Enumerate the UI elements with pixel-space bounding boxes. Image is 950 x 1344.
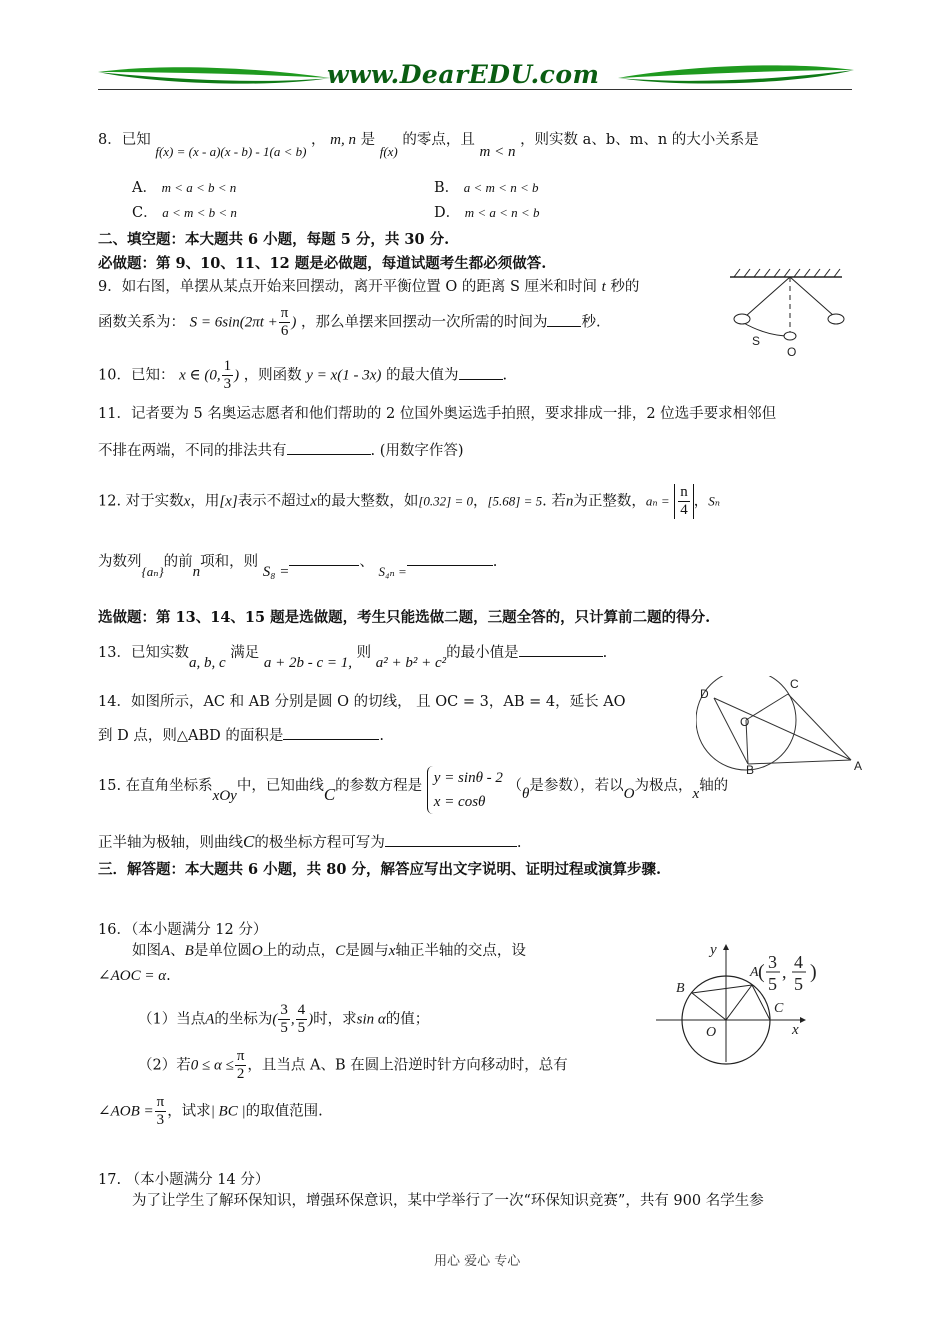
q12-end: . <box>492 554 498 570</box>
q15-x: x <box>692 786 700 802</box>
q17-line1: 为了让学生了解环保知识，增强环保意识，某中学举行了一次“环保知识竞赛”，共有 900 名学生参 <box>132 1193 764 1209</box>
q8-is: 是 <box>360 132 376 148</box>
frac-den: 5 <box>280 1020 288 1036</box>
q12-example: [0.32] = 0 <box>418 493 473 509</box>
q9-text4: 秒. <box>581 314 601 331</box>
q16-frac-y <box>296 1002 308 1037</box>
q15-system: xOy <box>212 788 237 804</box>
q15-text: 是参数），若以 <box>529 778 624 794</box>
q16-text: 时，求 <box>313 1011 357 1028</box>
q12-text: ， <box>693 493 709 510</box>
frac-num: π <box>236 1048 245 1064</box>
q10-end: . <box>502 367 508 384</box>
q16-text: 是圆与 <box>345 943 389 959</box>
q10-text: 10．已知： <box>98 367 175 384</box>
q12-sequence: {aₙ} <box>141 564 164 579</box>
q15-line2 <box>98 831 521 852</box>
answer-blank <box>287 440 371 455</box>
label-d: D <box>700 687 709 701</box>
option-label: C． <box>132 205 158 221</box>
q12-floor-bracket <box>674 484 694 519</box>
q16-part2-cont <box>98 1094 323 1129</box>
coord-y-den: 5 <box>794 974 803 994</box>
q16-point-b: B <box>184 943 194 959</box>
answer-blank <box>519 642 603 657</box>
q16-origin: O <box>251 943 263 959</box>
q10-function: y = x(1 - 3x) <box>306 367 382 384</box>
page-footer: 用心 爱心 专心 <box>434 1254 521 1269</box>
frac-num: π <box>156 1094 165 1110</box>
coord-x-num: 3 <box>768 952 777 972</box>
q16-text: 、 <box>170 943 185 959</box>
q16-frac-x <box>278 1002 290 1037</box>
frac-num: 3 <box>280 1002 288 1018</box>
q9-formula: S = 6sin(2πt + <box>189 314 278 331</box>
comma: , <box>290 1011 295 1028</box>
frac-den: 3 <box>156 1112 165 1128</box>
pendulum-figure <box>720 266 850 361</box>
paren: ( <box>272 1011 278 1028</box>
q8-function: f(x) = (x - a)(x - b) - 1(a < b) <box>155 144 307 159</box>
q13-text: 满足 <box>230 645 260 661</box>
q16-range: 0 ≤ α ≤ <box>190 1057 234 1074</box>
q15-text: 15. 在直角坐标系 <box>98 778 213 794</box>
frac-den: 3 <box>223 376 232 392</box>
q15-line1 <box>98 770 729 822</box>
label-a: A <box>854 759 863 773</box>
frac-den: 2 <box>236 1066 245 1082</box>
q16-angle: ∠AOC = α <box>98 968 167 984</box>
tangent-circle-figure <box>696 676 868 776</box>
paren: ) <box>308 1011 314 1028</box>
option-text: a < m < n < b <box>463 180 539 195</box>
q15-text: 为极点， <box>634 778 693 794</box>
q12-text: 的前 <box>163 554 193 570</box>
q13-text: 13．已知实数 <box>98 645 189 661</box>
q12-an: aₙ = <box>645 493 670 509</box>
q12-x: x <box>183 493 191 510</box>
q16-line1 <box>132 939 526 960</box>
q11-line2 <box>98 439 464 460</box>
q13-text: 则 <box>356 645 372 661</box>
q15-pole: O <box>623 786 635 802</box>
q8-tail: ，则实数 a、b、m、n 的大小关系是 <box>520 132 759 148</box>
coord-x-den: 5 <box>768 974 777 994</box>
q16-text: 如图 <box>132 943 161 959</box>
q10-domain: x ∈ (0, <box>179 367 221 384</box>
q15-end: . <box>516 835 522 851</box>
option-text: m < a < b < n <box>161 180 237 195</box>
q12-n: n <box>565 493 574 510</box>
frac-num: n <box>680 484 688 500</box>
q8-mid: 的零点，且 <box>402 132 475 148</box>
option-text: m < a < n < b <box>464 205 540 220</box>
q12-text: ， <box>473 493 488 510</box>
q12-fraction <box>678 484 690 519</box>
q11-text2: . (用数字作答) <box>370 443 464 459</box>
q16-aob: ∠AOB = <box>98 1103 154 1120</box>
q12-text: . 若 <box>542 493 566 510</box>
q11-line1: 11．记者要为 5 名奥运志愿者和他们帮助的 2 位国外奥运选手拍照，要求排成一排，2 位选手要求相邻但 <box>98 406 777 422</box>
q8-option-d <box>434 201 539 222</box>
q8-condition: m < n <box>479 144 516 160</box>
q12-text: 12. 对于实数 <box>98 493 184 510</box>
label-b: B <box>746 763 755 776</box>
coord-paren-close: ) <box>810 961 817 983</box>
q17-heading: 17. （本小题满分 14 分） <box>98 1172 270 1188</box>
q11-text: 不排在两端，不同的排法共有 <box>98 443 287 459</box>
coord-paren-open: ( <box>758 961 765 983</box>
frac-den: 6 <box>280 323 289 339</box>
pendulum-label-s: S <box>752 334 761 348</box>
q15-text: 的极坐标方程可写为 <box>254 835 385 851</box>
q13-vars: a, b, c <box>188 655 226 671</box>
q15-theta: θ <box>522 786 530 802</box>
q12-line1 <box>98 484 720 519</box>
q16-text: 的值； <box>385 1011 430 1028</box>
q13-end: . <box>602 645 608 661</box>
q9-text: 9．如右图，单摆从某点开始来回摆动，离开平衡位置 O 的距离 S 厘米和时间 <box>98 279 597 295</box>
q12-text: 的最大整数，如 <box>316 493 419 510</box>
q8-fx: f(x) <box>379 144 398 159</box>
header-rule <box>98 89 852 90</box>
q13-expression: a² + b² + c² <box>375 655 447 671</box>
q12-text: 为数列 <box>98 554 142 570</box>
header-logo-text: www.DearEDU.com <box>327 60 600 89</box>
q8-number: 8．已知 <box>98 132 151 148</box>
q9-line2 <box>98 305 601 340</box>
q8-option-c <box>132 201 237 222</box>
q16-text: 的取值范围. <box>245 1103 323 1120</box>
q15-parametric-system <box>427 766 503 814</box>
q16-text: 轴正半轴的交点，设 <box>395 943 526 959</box>
section2-title: 二、填空题：本大题共 6 小题，每题 5 分，共 30 分. <box>98 231 450 248</box>
q16-point-a: A <box>161 943 171 959</box>
section2-required-note: 必做题：第 9、10、11、12 题是必做题，每道试题考生都必须做答. <box>98 255 547 272</box>
q12-text: 、 <box>359 554 374 570</box>
q13-equation: a + 2b - c = 1, <box>263 655 352 671</box>
q15-eq-y: y = sinθ - 2 <box>433 770 503 786</box>
frac-den: 4 <box>680 502 688 518</box>
q9-text3: ，那么单摆来回摆动一次所需的时间为 <box>300 314 548 331</box>
frac-den: 5 <box>297 1020 306 1036</box>
q12-text: 项和，则 <box>200 554 259 570</box>
q12-bracket: [x] <box>219 493 238 510</box>
q16-text: 上的动点， <box>262 943 336 959</box>
q16-text: ，试求 <box>167 1103 211 1120</box>
q16-x: x <box>388 943 396 959</box>
q8-sep: ， <box>311 132 326 148</box>
frac-num: π <box>280 305 289 321</box>
q12-n: n <box>192 564 201 580</box>
q10-mid: ，则函数 <box>243 367 302 384</box>
q12-line2 <box>98 550 498 580</box>
q10-domain-close: ) <box>234 367 240 384</box>
option-label: B． <box>434 180 460 196</box>
coord-y-num: 4 <box>794 952 803 972</box>
q15-text: （ <box>507 778 523 794</box>
q8-option-a <box>132 176 236 197</box>
point-a-label: A <box>750 965 759 980</box>
coord-comma: , <box>782 962 787 982</box>
answer-blank <box>385 832 517 847</box>
q15-text: 中，已知曲线 <box>236 778 324 794</box>
q12-s8: S₈ = <box>262 564 290 580</box>
q12-example: [5.68] = 5 <box>487 493 543 509</box>
q16-text: （2）若 <box>138 1057 191 1074</box>
option-text: a < m < b < n <box>162 205 237 220</box>
q16-text: . <box>166 968 171 984</box>
label-o: O <box>740 715 750 729</box>
q10 <box>98 358 507 393</box>
q16-point-a: A <box>205 1011 215 1028</box>
q8-stem <box>98 128 759 160</box>
point-c-label: C <box>774 1001 784 1016</box>
q9-fraction <box>279 305 291 340</box>
unit-circle-figure <box>654 938 828 1066</box>
q16-sin: sin α <box>356 1011 386 1028</box>
q12-text: ，用 <box>190 493 220 510</box>
q9-text2: 函数关系为： <box>98 314 185 331</box>
q16-text: ，且当点 A、B 在圆上沿逆时针方向移动时，总有 <box>247 1057 568 1074</box>
q10-post: 的最大值为 <box>386 367 459 384</box>
q14-line1: 14．如图所示，AC 和 AB 分别是圆 O 的切线， 且 OC = 3，AB = 4，延长 AO <box>98 694 626 710</box>
section3-title: 三．解答题：本大题共 6 小题，共 80 分，解答应写出文字说明、证明过程或演算步骤. <box>98 861 662 878</box>
answer-blank <box>283 725 379 740</box>
point-b-label: B <box>676 981 685 996</box>
q16-angle-def <box>98 966 171 985</box>
answer-blank <box>407 551 493 566</box>
q16-text: （1）当点 <box>138 1011 206 1028</box>
q15-text: 轴的 <box>699 778 729 794</box>
q15-curve: C <box>243 832 255 851</box>
q16-heading: 16．（本小题满分 12 分） <box>98 922 268 938</box>
frac-num: 1 <box>223 358 232 374</box>
q8-option-b <box>434 176 538 197</box>
q16-frac-aob <box>155 1094 167 1129</box>
label-c: C <box>790 677 799 691</box>
q9-sec: 秒的 <box>610 279 640 295</box>
answer-blank <box>459 365 503 380</box>
q12-x: x <box>310 493 317 510</box>
q16-part1 <box>138 1002 429 1037</box>
q9-formula-close: ) <box>291 314 297 331</box>
q9-line1 <box>98 275 639 296</box>
q15-text: 的参数方程是 <box>335 778 423 794</box>
q14-text: 到 D 点，则△ABD 的面积是 <box>98 728 284 744</box>
q16-part2 <box>138 1048 568 1083</box>
origin-label: O <box>706 1025 717 1040</box>
option-label: D． <box>434 205 461 221</box>
q14-line2 <box>98 724 384 745</box>
frac-num: 4 <box>297 1002 306 1018</box>
q15-curve: C <box>323 785 336 804</box>
q15-text: 正半轴为极轴，则曲线 <box>98 835 243 851</box>
q15-eq-x: x = cosθ <box>433 794 486 810</box>
q12-text: 为正整数， <box>573 493 646 510</box>
q16-frac-range <box>235 1048 247 1083</box>
q9-t: t <box>601 279 606 295</box>
q16-text: 的坐标为 <box>214 1011 273 1028</box>
q12-text: 表示不超过 <box>237 493 311 510</box>
q14-end: . <box>379 728 384 744</box>
answer-blank <box>289 551 359 566</box>
q16-bc: | BC | <box>210 1103 246 1120</box>
option-label: A． <box>132 180 157 196</box>
answer-blank <box>547 312 581 327</box>
q10-fraction <box>222 358 234 393</box>
q8-vars: m, n <box>330 132 356 148</box>
optional-title: 选做题：第 13、14、15 题是选做题，考生只能选做二题，三题全答的，只计算前二题的得分. <box>98 609 711 626</box>
axis-label-x: x <box>792 1022 799 1038</box>
q12-sn: Sₙ <box>708 493 721 509</box>
q16-text: 是单位圆 <box>193 943 252 959</box>
axis-label-y: y <box>710 942 717 958</box>
q13 <box>98 641 608 671</box>
q13-text: 的最小值是 <box>446 645 519 661</box>
pendulum-label-o: O <box>787 345 797 359</box>
q16-point-c: C <box>335 943 346 959</box>
q12-s4n: S₄ₙ = <box>378 564 407 579</box>
